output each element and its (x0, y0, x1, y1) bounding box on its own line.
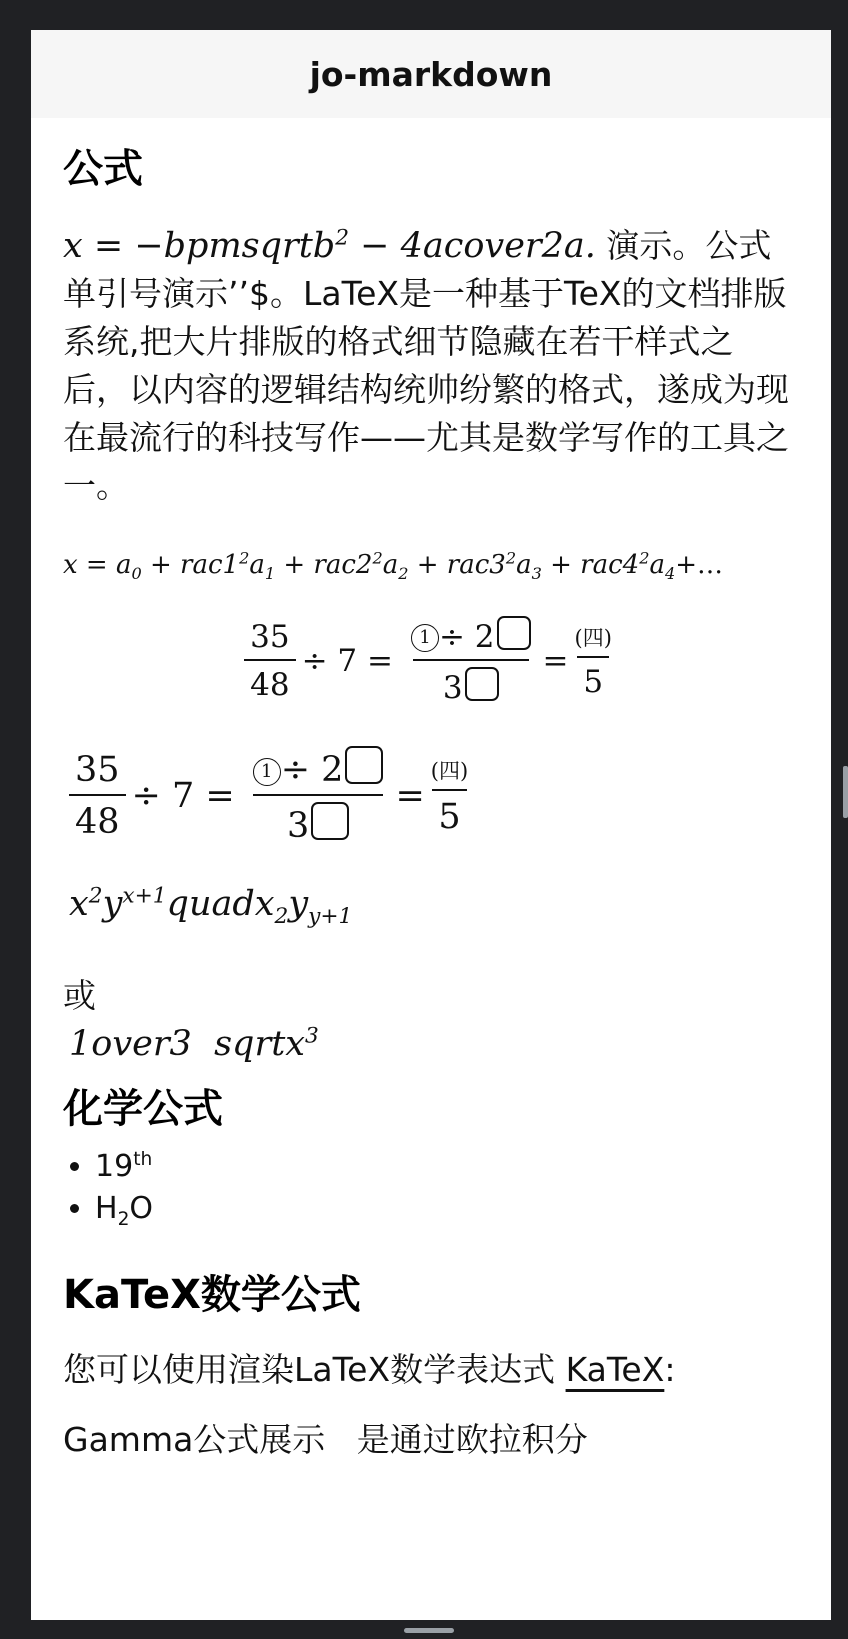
powers-equation: $x^2y^{x+1}quadx_2y_{y+1}$ (69, 883, 353, 929)
circled-one-icon: 1 (411, 624, 439, 652)
heading-chemistry: 化学公式 (63, 1086, 223, 1132)
fraction-four-five: $\frac{\text{(四)}}{5}$ (430, 759, 469, 837)
navbar-title: jo-markdown (309, 54, 553, 94)
over-expression: 1over3 sqrtx$^3$ (69, 1023, 319, 1064)
home-indicator[interactable] (404, 1628, 454, 1633)
blank-box-icon (311, 802, 349, 840)
blank-box-icon (345, 746, 383, 784)
heading-katex: KaTeX数学公式 (63, 1272, 361, 1318)
circled-one-icon: 1 (253, 758, 281, 786)
fraction-four-five: $\frac{\text{(四)}}{5}$ (574, 626, 612, 700)
navigation-bar (31, 30, 831, 118)
fraction-equation-left: $\frac{35}{48}$ ÷ 7 = $\frac{1 \div 2}{3}$ = $\frac{\text{(四)}}{5}$ (69, 746, 799, 846)
chemistry-list (63, 1146, 799, 1230)
katex-link[interactable]: KaTeX (565, 1350, 665, 1389)
formula-description: 演示。公式单引号演示’’$。LaTeX是一种基于TeX的文档排版系统,把大片排版的格式细节隐藏在若干样式之后，以内容的逻辑结构统帅纷繁的格式，遂成为现在最流行的科技写作——尤其是数学写作的工具之一。 (63, 226, 789, 505)
app-viewport (31, 30, 831, 1620)
fraction-equation-centered: $\frac{35}{48}$ ÷ 7 = $\frac{1 \div 2}{3}$ = $\frac{\text{(四)}}{5}$ (63, 616, 799, 706)
fraction-middle: $\frac{1 \div 2}{3}$ (247, 746, 390, 846)
inline-math: x = −bpmsqrtb$^2$ − 4acover2a. (63, 225, 596, 266)
blank-box-icon (465, 667, 499, 701)
katex-paragraph: 您可以使用渲染LaTeX数学表达式 KaTeX: (63, 1350, 676, 1389)
series-equation: $x = a_0 + rac1^2a_1 + rac2^2a_2 + rac3^2a_3$ + $rac4^2a_4+\dots$ (63, 548, 724, 584)
markdown-content (31, 146, 831, 1464)
fraction-middle: $\frac{1 \div 2}{3}$ (405, 616, 537, 706)
blank-box-icon (497, 616, 531, 650)
fraction-35-48: $\frac{35}{48}$ (244, 619, 295, 703)
list-item: • 19th (95, 1146, 799, 1188)
list-item: • $H_2O$ (95, 1188, 799, 1230)
scrollbar-thumb[interactable] (843, 766, 848, 818)
heading-formula: 公式 (63, 146, 143, 192)
fraction-35-48: $\frac{35}{48}$ (69, 750, 126, 842)
or-text: 或 (63, 976, 96, 1015)
gamma-paragraph: Gamma公式展示 是通过欧拉积分 (63, 1420, 588, 1459)
formula-paragraph (63, 222, 799, 510)
